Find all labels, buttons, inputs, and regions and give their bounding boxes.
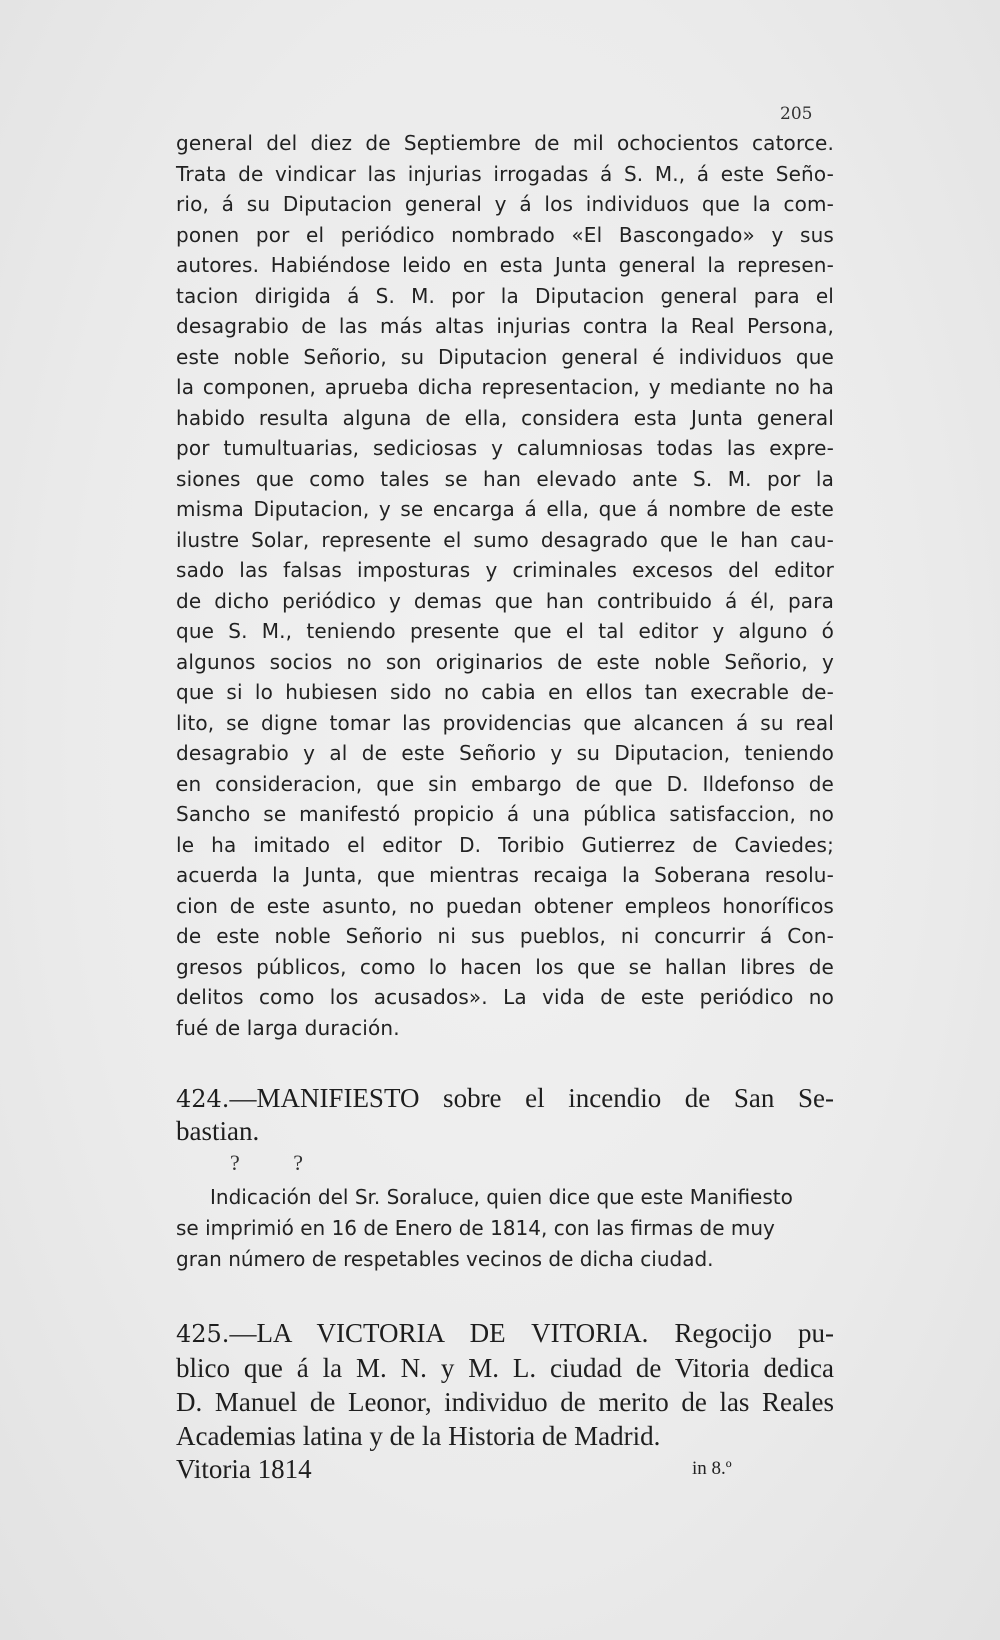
entry-425-title: —LA VICTORIA DE VITORIA. Regocijo pu- [229, 1318, 834, 1348]
text-line: acuerda la Junta, que mientras recaiga la Soberana resolu- [176, 863, 834, 887]
entry-425-line [176, 1316, 834, 1351]
entry-425-line: D. Manuel de Leonor, individuo de merito de las Reales [176, 1387, 834, 1417]
entry-424-number: 424. [176, 1085, 230, 1113]
text-line: que si lo hubiesen sido no cabia en ellos tan execrable de- [176, 680, 834, 704]
body-paragraph [176, 128, 834, 1043]
text-line: de este noble Señorio ni sus pueblos, ni concurrir á Con- [176, 924, 834, 948]
text-line: de dicho periódico y demas que han contribuido á él, para [176, 588, 834, 613]
entry-425-format: in 8.º [692, 1458, 732, 1479]
entry-425-imprint: Vitoria 1814 [176, 1454, 312, 1484]
entry-425-number: 425. [176, 1320, 230, 1348]
text-line: fué de larga duración. [176, 1015, 400, 1040]
text-line: rio, á su Diputacion general y á los individuos que la com- [176, 192, 834, 216]
text-line: algunos socios no son originarios de este noble Señorio, y [176, 649, 834, 674]
entry-424-heading [176, 1082, 834, 1147]
text-line: sado las falsas imposturas y criminales excesos del editor [176, 558, 834, 582]
page-number: 205 [780, 104, 813, 124]
text-line: delitos como los acusados». La vida de este periódico no [176, 985, 834, 1009]
text-line: gresos públicos, como lo hacen los que se hallan libres de [176, 954, 834, 979]
entry-424-note [176, 1182, 834, 1275]
text-line: general del diez de Septiembre de mil ochocientos catorce. [176, 131, 834, 155]
text-line: lito, se digne tomar las providencias que alcancen á su real [176, 710, 834, 735]
entry-425-line: blico que á la M. N. y M. L. ciudad de Vitoria dedica [176, 1353, 834, 1383]
text-line: por tumultuarias, sediciosas y calumniosas todas las expre- [176, 436, 834, 460]
text-line: habido resulta alguna de ella, considera esta Junta general [176, 405, 834, 430]
text-line: tacion dirigida á S. M. por la Diputacion general para el [176, 283, 834, 308]
entry-424-title: —MANIFIESTO sobre el incendio de San Se- [229, 1083, 834, 1113]
text-line: desagrabio y al de este Señorio y su Diputacion, teniendo [176, 741, 834, 765]
note-line: Indicación del Sr. Soraluce, quien dice que este Manifiesto [210, 1185, 793, 1209]
text-line: ponen por el periódico nombrado «El Bascongado» y sus [176, 222, 834, 247]
note-line: se imprimió en 16 de Enero de 1814, con las firmas de muy [176, 1216, 775, 1240]
text-line: siones que como tales se han elevado ante S. M. por la [176, 466, 834, 491]
text-line: la componen, aprueba dicha representacion, y mediante no ha [176, 375, 834, 399]
entry-425-heading [176, 1316, 834, 1453]
text-line: Sancho se manifestó propicio á una pública satisfaccion, no [176, 802, 834, 826]
text-line: misma Diputacion, y se encarga á ella, que á nombre de este [176, 497, 834, 521]
text-line: Trata de vindicar las injurias irrogadas á S. M., á este Seño- [176, 161, 834, 186]
text-line: que S. M., teniendo presente que el tal editor y alguno ó [176, 619, 834, 643]
text-line: le ha imitado el editor D. Toribio Gutierrez de Caviedes; [176, 832, 834, 857]
text-line: en consideracion, que sin embargo de que D. Ildefonso de [176, 771, 834, 796]
text-line: ilustre Solar, represente el sumo desagrado que le han cau- [176, 527, 834, 552]
entry-424-line: bastian. [176, 1116, 260, 1146]
text-line: autores. Habiéndose leido en esta Junta general la represen- [176, 253, 834, 277]
entry-424-line [176, 1082, 834, 1115]
note-line: gran número de respetables vecinos de dicha ciudad. [176, 1247, 714, 1271]
entry-425-line: Academias latina y de la Historia de Madrid. [176, 1421, 661, 1451]
unknown-details-marks: ? ? [230, 1150, 304, 1175]
text-line: cion de este asunto, no puedan obtener empleos honoríficos [176, 893, 834, 918]
text-line: este noble Señorio, su Diputacion general é individuos que [176, 344, 834, 369]
text-line: desagrabio de las más altas injurias contra la Real Persona, [176, 314, 834, 338]
